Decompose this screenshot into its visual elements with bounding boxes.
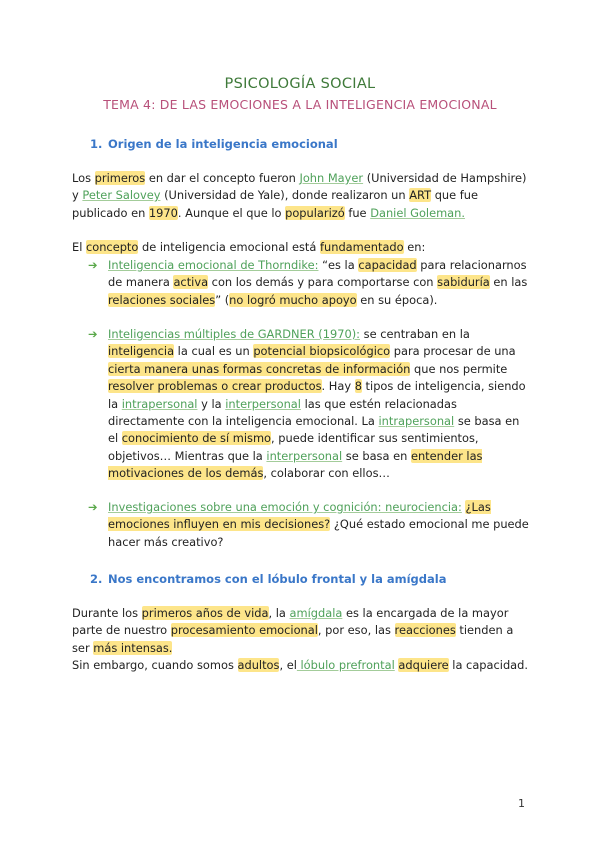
link-john-mayer[interactable]: John Mayer	[299, 171, 364, 185]
highlight: capacidad	[358, 258, 417, 272]
arrow-right-icon: ➔	[88, 327, 98, 341]
text: , por eso, las	[317, 623, 395, 638]
section-1-title: Origen de la inteligencia emocional	[108, 137, 338, 151]
bullet-neurociencia	[88, 499, 530, 551]
highlight: entender las motivaciones de los demás	[108, 448, 483, 481]
text: Durante los	[72, 606, 142, 620]
highlight: no logró mucho apoyo	[229, 292, 357, 307]
link-lobulo-prefrontal[interactable]: lóbulo prefrontal	[296, 658, 395, 672]
arrow-right-icon: ➔	[88, 258, 98, 272]
highlight: reacciones	[394, 623, 456, 638]
highlight: primeros años de vida	[141, 606, 269, 620]
link-intrapersonal[interactable]: intrapersonal	[378, 414, 455, 429]
paragraph-amigdala	[72, 605, 534, 657]
text: en su época).	[356, 292, 438, 307]
text: ¿Qué estado emocional me puede hacer más creativo?	[108, 517, 529, 549]
highlight: 8	[354, 379, 362, 394]
text: se basa en	[342, 448, 411, 463]
link-amigdala[interactable]: amígdala	[289, 606, 343, 620]
text: que nos permite	[410, 361, 508, 376]
text: que fue publicado en	[72, 188, 479, 220]
text: , puede identificar sus sentimientos, objetivos… Mientras que la	[108, 431, 479, 463]
text: para procesar de una	[390, 344, 516, 359]
highlight: primeros	[94, 171, 146, 185]
bullet-gardner	[88, 326, 530, 483]
highlight: ART	[409, 188, 432, 203]
highlight: cierta manera unas formas concretas de información	[108, 361, 411, 376]
highlight: conocimiento de sí mismo	[121, 431, 272, 446]
text: , la	[268, 606, 290, 620]
text: de inteligencia emocional está	[138, 240, 320, 254]
bullet-text	[108, 257, 530, 309]
highlight: relaciones sociales	[108, 292, 216, 307]
text: y la	[197, 396, 226, 411]
text: en las	[489, 275, 528, 290]
text: El	[72, 240, 86, 254]
bullet-text	[108, 326, 530, 483]
link-peter-salovey[interactable]: Peter Salovey	[82, 188, 161, 203]
section-2-title: Nos encontramos con el lóbulo frontal y la amígdala	[108, 572, 447, 586]
text: . Aunque el que lo	[177, 205, 286, 220]
text: , colaborar con ellos…	[263, 466, 390, 481]
link-interpersonal[interactable]: interpersonal	[266, 448, 343, 463]
page-number: 1	[518, 797, 525, 810]
paragraph-adultos	[72, 657, 534, 674]
link-intrapersonal[interactable]: intrapersonal	[121, 396, 198, 411]
link-gardner[interactable]: Inteligencias múltiples de GARDNER (1970):	[108, 327, 361, 341]
highlight: potencial biopsicológico	[253, 344, 391, 359]
highlight: concepto	[85, 240, 139, 254]
highlight: procesamiento emocional	[170, 623, 318, 638]
section-1-number: 1.	[90, 137, 103, 151]
highlight: popularizó	[285, 205, 345, 220]
text: las que estén relacionadas directamente con la inteligencia emocional. La	[108, 396, 457, 429]
text: Los	[72, 171, 95, 185]
text: (Universidad de Hampshire) y	[72, 171, 527, 203]
text: “es la	[318, 258, 359, 272]
text: se centraban en la	[360, 327, 470, 341]
text: con los demás y para comportarse con	[208, 275, 438, 290]
text: en:	[403, 240, 426, 254]
text: Sin embargo, cuando somos	[72, 658, 238, 672]
highlight: más intensas.	[93, 640, 173, 655]
highlight: inteligencia	[108, 344, 175, 359]
section-1-heading	[90, 137, 338, 151]
link-interpersonal[interactable]: interpersonal	[225, 396, 301, 411]
text: fue	[344, 205, 371, 220]
section-2-number: 2.	[90, 572, 103, 586]
text: la cual es un	[174, 344, 254, 359]
text: ” (	[215, 292, 230, 307]
section-2-heading	[90, 572, 446, 586]
text: para relacionarnos de manera	[108, 258, 527, 290]
text: se basa en el	[108, 414, 520, 446]
highlight: sabiduría	[437, 275, 490, 290]
arrow-right-icon: ➔	[88, 500, 98, 514]
highlight: fundamentado	[320, 240, 404, 254]
text: tipos de inteligencia, siendo la	[108, 379, 526, 411]
paragraph-concept	[72, 239, 534, 256]
highlight: adultos	[237, 658, 280, 672]
text: , el	[279, 658, 297, 672]
document-subtitle: TEMA 4: DE LAS EMOCIONES A LA INTELIGENCIA EMOCIONAL	[103, 97, 497, 112]
link-neurociencia[interactable]: Investigaciones sobre una emoción y cognición: neurociencia:	[108, 500, 462, 514]
paragraph-origin	[72, 170, 534, 222]
bullet-text	[108, 499, 530, 551]
highlight: 1970	[148, 205, 178, 220]
highlight: adquiere	[398, 658, 449, 672]
text: (Universidad de Yale), donde realizaron un	[160, 188, 410, 203]
highlight: resolver problemas o crear productos	[108, 379, 322, 394]
highlight: ¿Las emociones influyen en mis decisiones?	[108, 500, 491, 532]
text: la capacidad.	[448, 658, 529, 672]
text: en dar el concepto fueron	[145, 171, 300, 185]
link-daniel-goleman[interactable]: Daniel Goleman.	[370, 205, 466, 220]
document-title: PSICOLOGÍA SOCIAL	[224, 76, 376, 92]
text: . Hay	[321, 379, 355, 394]
text: es la encargada de la mayor parte de nuestro	[72, 606, 509, 638]
link-thorndike[interactable]: Inteligencia emocional de Thorndike:	[108, 258, 319, 272]
text: tienden a ser	[72, 623, 514, 655]
bullet-thorndike	[88, 257, 530, 309]
highlight: activa	[173, 275, 209, 290]
